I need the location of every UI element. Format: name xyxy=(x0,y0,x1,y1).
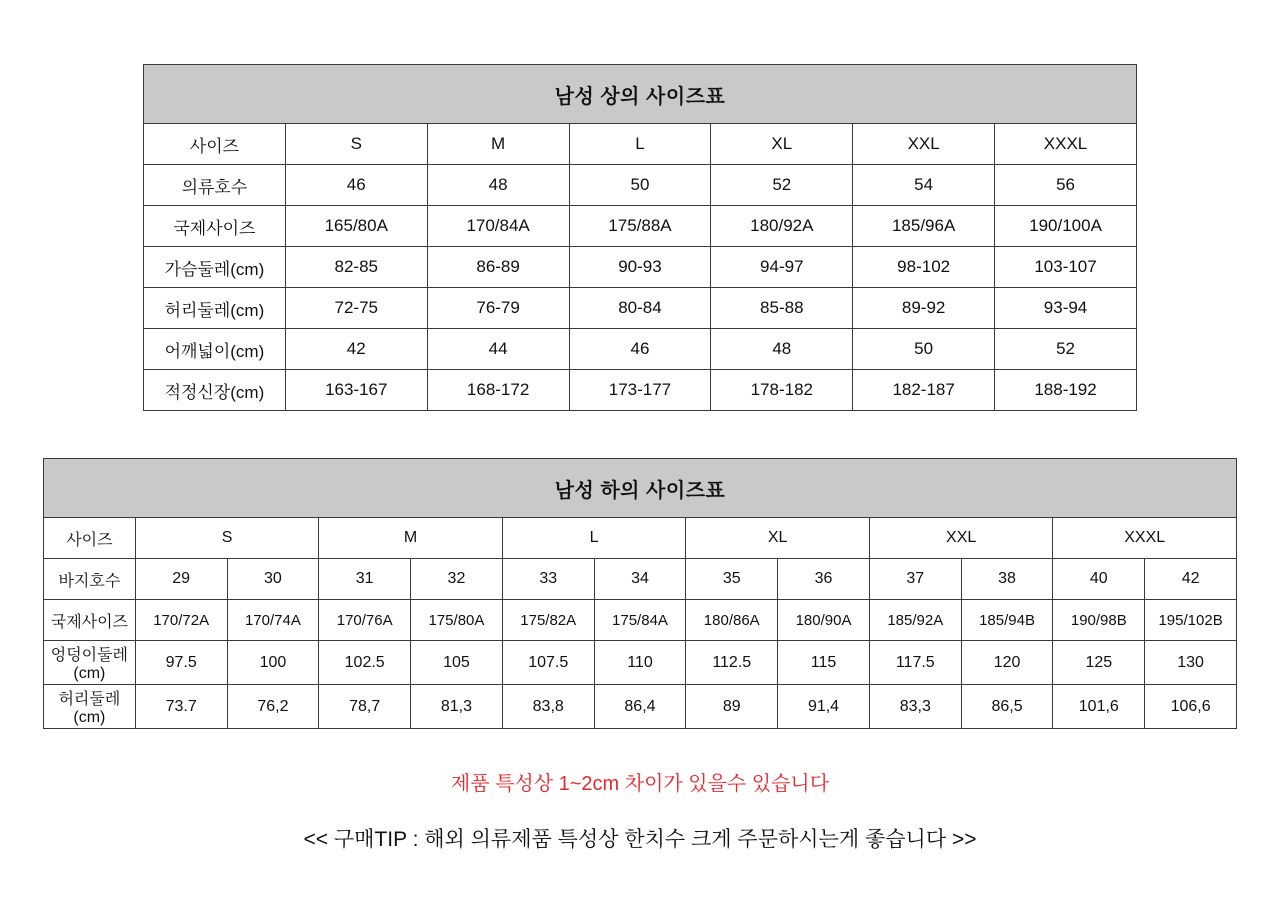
table-cell: 185/94B xyxy=(961,600,1053,641)
table-cell: 125 xyxy=(1053,641,1145,685)
table-cell: 170/76A xyxy=(319,600,411,641)
size-variance-warning: 제품 특성상 1~2cm 차이가 있을수 있습니다 xyxy=(450,773,830,795)
table-cell: S xyxy=(285,124,427,165)
table-cell: 168-172 xyxy=(427,370,569,411)
table-cell: 180/92A xyxy=(711,206,853,247)
mens-top-size-table-body xyxy=(144,65,1137,411)
table-row xyxy=(44,685,1237,729)
table-cell: 190/98B xyxy=(1053,600,1145,641)
table-cell: 98-102 xyxy=(853,247,995,288)
table-cell: 90-93 xyxy=(569,247,711,288)
table-cell: 115 xyxy=(778,641,870,685)
mens-top-size-table xyxy=(143,64,1137,411)
table-cell: 130 xyxy=(1145,641,1237,685)
table-cell: L xyxy=(569,124,711,165)
table-cell: 82-85 xyxy=(285,247,427,288)
table-cell: 48 xyxy=(711,329,853,370)
table-row xyxy=(144,247,1137,288)
row-label: 국제사이즈 xyxy=(144,206,286,247)
table-cell: 110 xyxy=(594,641,686,685)
table-cell: 105 xyxy=(411,641,503,685)
table-cell: 185/92A xyxy=(869,600,961,641)
table-cell: 175/80A xyxy=(411,600,503,641)
table-cell: 32 xyxy=(411,559,503,600)
table-cell: 94-97 xyxy=(711,247,853,288)
row-label: 엉덩이둘레(cm) xyxy=(44,641,136,685)
table-cell: 86,4 xyxy=(594,685,686,729)
row-label: 허리둘레(cm) xyxy=(44,685,136,729)
table-cell: 103-107 xyxy=(995,247,1137,288)
table-cell: 83,3 xyxy=(869,685,961,729)
purchase-tip-note: << 구매TIP : 해외 의류제품 특성상 한치수 크게 주문하시는게 좋습니다 >> xyxy=(303,828,977,851)
table-cell: 106,6 xyxy=(1145,685,1237,729)
table-cell: XXL xyxy=(869,518,1053,559)
table-cell: 112.5 xyxy=(686,641,778,685)
table-cell: 163-167 xyxy=(285,370,427,411)
table-cell: XL xyxy=(686,518,870,559)
table-row xyxy=(144,329,1137,370)
table-title-row xyxy=(144,65,1137,124)
table-cell: 120 xyxy=(961,641,1053,685)
row-label: 바지호수 xyxy=(44,559,136,600)
table-cell: 195/102B xyxy=(1145,600,1237,641)
table-cell: 93-94 xyxy=(995,288,1137,329)
table-cell: 85-88 xyxy=(711,288,853,329)
table-cell: 190/100A xyxy=(995,206,1137,247)
table-cell: 76-79 xyxy=(427,288,569,329)
mens-bottom-table-title: 남성 하의 사이즈표 xyxy=(44,459,1237,518)
table-cell: 54 xyxy=(853,165,995,206)
table-cell: 42 xyxy=(1145,559,1237,600)
table-cell: 101,6 xyxy=(1053,685,1145,729)
table-cell: XXXL xyxy=(995,124,1137,165)
table-cell: 40 xyxy=(1053,559,1145,600)
row-label: 사이즈 xyxy=(144,124,286,165)
table-cell: 173-177 xyxy=(569,370,711,411)
row-label: 어깨넓이(cm) xyxy=(144,329,286,370)
table-cell: XL xyxy=(711,124,853,165)
table-cell: 76,2 xyxy=(227,685,319,729)
table-cell: 188-192 xyxy=(995,370,1137,411)
table-cell: 80-84 xyxy=(569,288,711,329)
table-cell: 30 xyxy=(227,559,319,600)
table-row xyxy=(144,288,1137,329)
table-cell: 102.5 xyxy=(319,641,411,685)
table-cell: 170/72A xyxy=(135,600,227,641)
table-cell: 182-187 xyxy=(853,370,995,411)
table-cell: M xyxy=(427,124,569,165)
table-row xyxy=(44,600,1237,641)
table-cell: 48 xyxy=(427,165,569,206)
table-cell: 180/86A xyxy=(686,600,778,641)
table-cell: 42 xyxy=(285,329,427,370)
table-cell: 81,3 xyxy=(411,685,503,729)
table-cell: 165/80A xyxy=(285,206,427,247)
table-cell: 97.5 xyxy=(135,641,227,685)
table-cell: 170/84A xyxy=(427,206,569,247)
table-cell: 89 xyxy=(686,685,778,729)
table-cell: 73.7 xyxy=(135,685,227,729)
row-label: 사이즈 xyxy=(44,518,136,559)
table-row xyxy=(144,206,1137,247)
table-cell: 31 xyxy=(319,559,411,600)
table-cell: 38 xyxy=(961,559,1053,600)
mens-bottom-size-table-body xyxy=(44,459,1237,729)
table-cell: 29 xyxy=(135,559,227,600)
table-cell: 175/88A xyxy=(569,206,711,247)
table-cell: 83,8 xyxy=(502,685,594,729)
table-cell: S xyxy=(135,518,319,559)
table-row xyxy=(44,559,1237,600)
table-cell: 117.5 xyxy=(869,641,961,685)
table-title-row xyxy=(44,459,1237,518)
table-cell: 91,4 xyxy=(778,685,870,729)
table-cell: 46 xyxy=(285,165,427,206)
table-cell: L xyxy=(502,518,686,559)
table-cell: 170/74A xyxy=(227,600,319,641)
table-row xyxy=(144,165,1137,206)
table-cell: 185/96A xyxy=(853,206,995,247)
table-cell: 100 xyxy=(227,641,319,685)
table-cell: 52 xyxy=(711,165,853,206)
table-cell: 33 xyxy=(502,559,594,600)
table-cell: 72-75 xyxy=(285,288,427,329)
table-cell: 175/84A xyxy=(594,600,686,641)
table-row xyxy=(144,370,1137,411)
table-row xyxy=(144,124,1137,165)
table-cell: 175/82A xyxy=(502,600,594,641)
row-label: 가슴둘레(cm) xyxy=(144,247,286,288)
mens-top-size-table-container xyxy=(143,64,1137,411)
table-cell: 44 xyxy=(427,329,569,370)
table-cell: 37 xyxy=(869,559,961,600)
table-row xyxy=(44,641,1237,685)
table-cell: 78,7 xyxy=(319,685,411,729)
table-row xyxy=(44,518,1237,559)
table-cell: 50 xyxy=(853,329,995,370)
mens-top-table-title: 남성 상의 사이즈표 xyxy=(144,65,1137,124)
row-label: 국제사이즈 xyxy=(44,600,136,641)
row-label: 적정신장(cm) xyxy=(144,370,286,411)
mens-bottom-size-table-container xyxy=(43,458,1237,729)
table-cell: 46 xyxy=(569,329,711,370)
mens-bottom-size-table xyxy=(43,458,1237,729)
table-cell: 107.5 xyxy=(502,641,594,685)
table-cell: 34 xyxy=(594,559,686,600)
table-cell: 178-182 xyxy=(711,370,853,411)
table-cell: M xyxy=(319,518,503,559)
table-cell: 86,5 xyxy=(961,685,1053,729)
table-cell: XXL xyxy=(853,124,995,165)
table-cell: 52 xyxy=(995,329,1137,370)
row-label: 의류호수 xyxy=(144,165,286,206)
row-label: 허리둘레(cm) xyxy=(144,288,286,329)
table-cell: 36 xyxy=(778,559,870,600)
table-cell: 89-92 xyxy=(853,288,995,329)
table-cell: 50 xyxy=(569,165,711,206)
table-cell: 86-89 xyxy=(427,247,569,288)
table-cell: 35 xyxy=(686,559,778,600)
table-cell: 180/90A xyxy=(778,600,870,641)
table-cell: 56 xyxy=(995,165,1137,206)
table-cell: XXXL xyxy=(1053,518,1237,559)
